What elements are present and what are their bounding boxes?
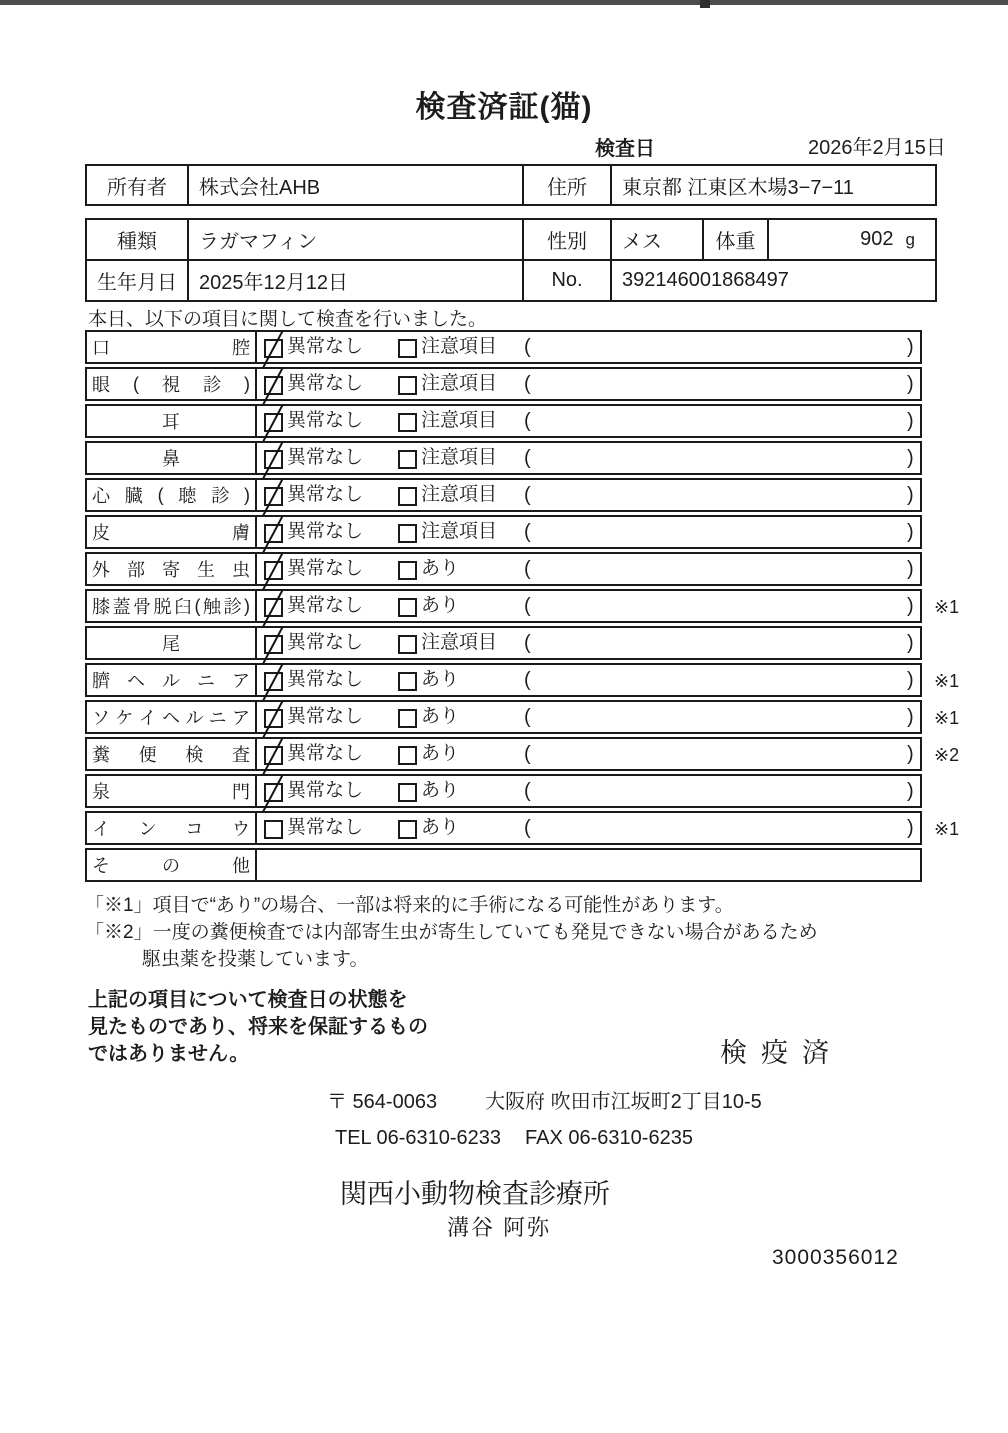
checklist-row-other xyxy=(85,848,922,882)
option-present: あり xyxy=(421,669,460,690)
checklist-row-umbilical-hernia xyxy=(85,663,960,697)
disclaimer-line-2: 見たものであり、将来を保証するもの xyxy=(88,1016,428,1038)
check-mark xyxy=(262,626,283,664)
checkbox-no-abnormality xyxy=(264,413,283,432)
option-no-abnormality: 異常なし xyxy=(287,521,364,542)
checkbox-attention xyxy=(398,450,417,469)
paren-open: ( xyxy=(524,669,531,691)
item-label: 鼻 xyxy=(87,443,257,473)
option-no-abnormality: 異常なし xyxy=(287,595,364,616)
footnote-1: 「※1」項目で“あり”の場合、一部は将来的に手術になる可能性があります。 xyxy=(85,895,734,916)
checkbox-present xyxy=(398,672,417,691)
option-no-abnormality: 異常なし xyxy=(287,817,364,838)
address-label: 住所 xyxy=(522,166,610,204)
item-label: 膝 蓋 骨 脱 臼 ( 触 診 ) xyxy=(87,591,257,621)
paren-close: ) xyxy=(907,706,914,728)
footnote-2: 「※2」一度の糞便検査では内部寄生虫が寄生していても発見できない場合があるため xyxy=(85,922,818,943)
checkbox-no-abnormality xyxy=(264,376,283,395)
check-mark xyxy=(262,737,283,775)
checkbox-attention xyxy=(398,487,417,506)
paren-open: ( xyxy=(524,706,531,728)
checkbox-present xyxy=(398,820,417,839)
option-no-abnormality: 異常なし xyxy=(287,336,364,357)
paren-open: ( xyxy=(524,410,531,432)
item-label: そ の 他 xyxy=(87,850,257,880)
checkbox-no-abnormality xyxy=(264,709,283,728)
item-label: 口 腔 xyxy=(87,332,257,362)
item-label: 眼 ( 視 診 ) xyxy=(87,369,257,399)
checkbox-no-abnormality xyxy=(264,746,283,765)
clinic-tel-line xyxy=(335,1127,693,1150)
paren-open: ( xyxy=(524,521,531,543)
item-label: ソ ケ イ ヘ ル ニ ア xyxy=(87,702,257,732)
item-label: 泉 門 xyxy=(87,776,257,806)
check-mark xyxy=(262,330,283,368)
checkbox-attention xyxy=(398,635,417,654)
clinic-name: 関西小動物検査診療所 xyxy=(340,1179,610,1209)
weight-unit: g xyxy=(905,229,915,249)
checkbox-no-abnormality xyxy=(264,487,283,506)
paren-close: ) xyxy=(907,558,914,580)
checkbox-present xyxy=(398,746,417,765)
option-attention: 注意項目 xyxy=(421,521,498,542)
paren-close: ) xyxy=(907,447,914,469)
checkbox-no-abnormality xyxy=(264,672,283,691)
option-no-abnormality: 異常なし xyxy=(287,706,364,727)
option-present: あり xyxy=(421,780,460,801)
address-value: 東京都 江東区木場3−7−11 xyxy=(610,166,935,204)
pet-table-row2 xyxy=(87,261,935,300)
option-no-abnormality: 異常なし xyxy=(287,780,364,801)
item-label: 外 部 寄 生 虫 xyxy=(87,554,257,584)
checkbox-no-abnormality xyxy=(264,450,283,469)
paren-open: ( xyxy=(524,373,531,395)
checklist-row-patella xyxy=(85,589,960,623)
option-no-abnormality: 異常なし xyxy=(287,558,364,579)
weight-label: 体重 xyxy=(702,220,767,259)
paren-close: ) xyxy=(907,817,914,839)
checklist-row-fontanelle xyxy=(85,774,922,808)
footnote-marker: ※1 xyxy=(934,819,960,839)
paren-open: ( xyxy=(524,558,531,580)
breed-value: ラガマフィン xyxy=(187,220,522,259)
check-mark xyxy=(262,700,283,738)
check-mark xyxy=(262,478,283,516)
option-present: あり xyxy=(421,817,460,838)
checklist-row-external-parasites xyxy=(85,552,922,586)
checklist-row-nose xyxy=(85,441,922,475)
birthday-label: 生年月日 xyxy=(97,272,177,294)
sex-label: 性別 xyxy=(522,220,610,259)
paren-open: ( xyxy=(524,817,531,839)
quarantine-passed-stamp: 検疫済 xyxy=(720,1038,843,1068)
item-label: 耳 xyxy=(87,406,257,436)
option-attention: 注意項目 xyxy=(421,373,498,394)
owner-label: 所有者 xyxy=(107,176,167,199)
clinic-address: 大阪府 吹田市江坂町2丁目10-5 xyxy=(485,1091,762,1113)
checklist-row-oral xyxy=(85,330,922,364)
paren-open: ( xyxy=(524,484,531,506)
clinic-postal-line xyxy=(327,1085,762,1114)
clinic-fax: FAX 06-6310-6235 xyxy=(525,1127,693,1149)
birthday-value: 2025年12月12日 xyxy=(187,261,522,300)
check-mark xyxy=(262,367,283,405)
owner-table xyxy=(85,164,937,206)
option-no-abnormality: 異常なし xyxy=(287,410,364,431)
document-title: 検査済証(猫) xyxy=(415,91,593,124)
inspection-date-label: 検査日 xyxy=(595,138,655,160)
checkbox-no-abnormality xyxy=(264,524,283,543)
item-label: 臍 ヘ ル ニ ア xyxy=(87,665,257,695)
paren-close: ) xyxy=(907,595,914,617)
paren-close: ) xyxy=(907,632,914,654)
paren-close: ) xyxy=(907,373,914,395)
checkbox-attention xyxy=(398,413,417,432)
option-attention: 注意項目 xyxy=(421,447,498,468)
option-present: あり xyxy=(421,595,460,616)
footnote-2-continued: 駆虫薬を投薬しています。 xyxy=(142,949,369,970)
option-no-abnormality: 異常なし xyxy=(287,447,364,468)
checklist-row-tail xyxy=(85,626,922,660)
checkbox-no-abnormality xyxy=(264,635,283,654)
option-no-abnormality: 異常なし xyxy=(287,743,364,764)
option-no-abnormality: 異常なし xyxy=(287,373,364,394)
option-no-abnormality: 異常なし xyxy=(287,669,364,690)
paren-open: ( xyxy=(524,447,531,469)
disclaimer-line-3: ではありません。 xyxy=(88,1043,250,1065)
inspection-date-value: 2026年2月15日 xyxy=(808,137,946,159)
check-mark xyxy=(262,515,283,553)
veterinarian-name: 溝谷 阿弥 xyxy=(447,1215,552,1240)
option-present: あり xyxy=(421,706,460,727)
footnote-marker: ※1 xyxy=(934,671,960,691)
checklist-row-inkou xyxy=(85,811,960,845)
item-label: 心 臓 ( 聴 診 ) xyxy=(87,480,257,510)
item-label: 糞 便 検 査 xyxy=(87,739,257,769)
check-mark xyxy=(262,404,283,442)
weight-value: 902 xyxy=(860,228,894,250)
paren-open: ( xyxy=(524,743,531,765)
checkbox-no-abnormality xyxy=(264,820,283,839)
checkbox-present xyxy=(398,709,417,728)
check-mark xyxy=(262,552,283,590)
option-attention: 注意項目 xyxy=(421,336,498,357)
paren-close: ) xyxy=(907,780,914,802)
checkbox-present xyxy=(398,598,417,617)
checkbox-no-abnormality xyxy=(264,598,283,617)
scan-artifact-bar xyxy=(0,0,1008,5)
check-mark xyxy=(262,441,283,479)
option-no-abnormality: 異常なし xyxy=(287,484,364,505)
item-label: 皮 膚 xyxy=(87,517,257,547)
paren-close: ) xyxy=(907,521,914,543)
disclaimer-text xyxy=(88,987,428,1068)
paren-close: ) xyxy=(907,669,914,691)
checklist-row-inguinal-hernia xyxy=(85,700,960,734)
checklist-row-skin xyxy=(85,515,922,549)
option-present: あり xyxy=(421,743,460,764)
serial-number: 3000356012 xyxy=(772,1246,899,1269)
checkbox-no-abnormality xyxy=(264,783,283,802)
paren-open: ( xyxy=(524,632,531,654)
checklist-row-ears xyxy=(85,404,922,438)
footnote-marker: ※1 xyxy=(934,708,960,728)
clinic-tel: TEL 06-6310-6233 xyxy=(335,1127,502,1149)
option-no-abnormality: 異常なし xyxy=(287,632,364,653)
owner-value: 株式会社AHB xyxy=(187,166,522,204)
sex-value: メス xyxy=(610,220,702,259)
paren-close: ) xyxy=(907,336,914,358)
check-mark xyxy=(262,663,283,701)
checklist-row-fecal-exam xyxy=(85,737,960,771)
checklist-row-eyes xyxy=(85,367,922,401)
item-label: イ ン コ ウ xyxy=(87,813,257,843)
no-value: 392146001868497 xyxy=(610,261,935,300)
paren-open: ( xyxy=(524,336,531,358)
option-present: あり xyxy=(421,558,460,579)
checkbox-present xyxy=(398,561,417,580)
option-attention: 注意項目 xyxy=(421,632,498,653)
item-label: 尾 xyxy=(87,628,257,658)
option-attention: 注意項目 xyxy=(421,410,498,431)
checkbox-present xyxy=(398,783,417,802)
no-label: No. xyxy=(522,261,610,300)
paren-close: ) xyxy=(907,743,914,765)
paren-open: ( xyxy=(524,595,531,617)
checkbox-attention xyxy=(398,524,417,543)
check-mark xyxy=(262,774,283,812)
footnote-marker: ※1 xyxy=(934,597,960,617)
checkbox-attention xyxy=(398,339,417,358)
paren-close: ) xyxy=(907,410,914,432)
scan-artifact-tick xyxy=(700,0,710,8)
clinic-postal-code: 〒 564-0063 xyxy=(327,1091,438,1113)
checkbox-no-abnormality xyxy=(264,561,283,580)
paren-open: ( xyxy=(524,780,531,802)
pet-table-row1 xyxy=(87,220,935,261)
checkbox-no-abnormality xyxy=(264,339,283,358)
paren-close: ) xyxy=(907,484,914,506)
option-attention: 注意項目 xyxy=(421,484,498,505)
footnote-marker: ※2 xyxy=(934,745,960,765)
weight-value-cell xyxy=(767,220,935,259)
intro-sentence: 本日、以下の項目に関して検査を行いました。 xyxy=(88,309,488,330)
checklist-row-heart xyxy=(85,478,922,512)
disclaimer-line-1: 上記の項目について検査日の状態を xyxy=(88,989,408,1011)
check-mark xyxy=(262,589,283,627)
breed-label: 種類 xyxy=(117,231,157,253)
pet-table xyxy=(85,218,937,302)
checkbox-attention xyxy=(398,376,417,395)
